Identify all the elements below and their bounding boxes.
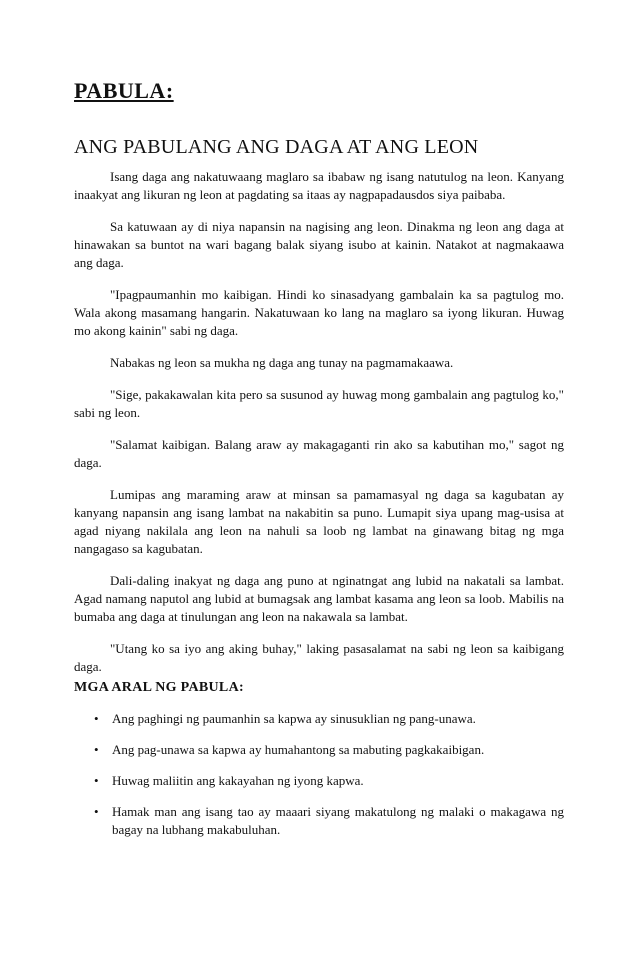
lesson-item [74,710,564,728]
bullet-icon: • [94,711,99,726]
lesson-text: Ang pag-unawa sa kapwa ay humahantong sa mabuting pagkakaibigan. [112,742,485,757]
story-paragraph: "Ipagpaumanhin mo kaibigan. Hindi ko sinasadyang gambalain ka sa pagtulog mo. Wala akong masamang hangarin. Nakatuwaan ko lang na maglaro sa iyong likuran. Huwag mo akong kainin" sabi ng daga. [74,287,564,338]
story-paragraph: "Utang ko sa iyo ang aking buhay," laking pasasalamat na sabi ng leon sa kaibigang daga. [74,641,564,674]
story-paragraph: Lumipas ang maraming araw at minsan sa pamamasyal ng daga sa kagubatan ay kanyang napansin ang isang lambat na nakabitin sa puno. Lumapit siya upang mag-usisa at agad niyang nakilala ang leon na nahuli sa loob ng lambat na ginawang bitag ng mga nangagaso sa kagubatan. [74,487,564,556]
story-paragraph: "Salamat kaibigan. Balang araw ay makagaganti rin ako sa kabutihan mo," sagot ng daga. [74,437,564,470]
lesson-item [74,803,564,839]
story-paragraph: Nabakas ng leon sa mukha ng daga ang tunay na pagmamakaawa. [110,355,454,370]
lesson-text: Ang paghingi ng paumanhin sa kapwa ay sinusuklian ng pang-unawa. [112,711,476,726]
lesson-item [74,772,564,790]
lessons-heading: MGA ARAL NG PABULA: [74,680,244,695]
lessons-list [74,710,564,852]
bullet-icon: • [94,742,99,757]
lesson-item [74,741,564,759]
story-paragraph: Dali-daling inakyat ng daga ang puno at nginatngat ang lubid na nakatali sa lambat. Agad namang naputol ang lubid at bumagsak ang lambat kasama ang leon sa loob. Mabilis na bumaba ang daga at tinulungan ang leon na nakawala sa lambat. [74,573,564,624]
story-paragraph: "Sige, pakakawalan kita pero sa susunod ay huwag mong gambalain ang pagtulog ko," sabi ng leon. [74,387,564,420]
lesson-text: Huwag maliitin ang kakayahan ng iyong kapwa. [112,773,364,788]
story-paragraph: Sa katuwaan ay di niya napansin na nagising ang leon. Dinakma ng leon ang daga at hinawakan sa buntot na wari bagang balak siyang isubo at kainin. Natakot at nagmakaawa ang daga. [74,219,564,270]
lesson-text: Hamak man ang isang tao ay maaari siyang makatulong ng malaki o makagawa ng bagay na lubhang makabuluhan. [112,804,564,837]
bullet-icon: • [94,773,99,788]
story-paragraph: Isang daga ang nakatuwaang maglaro sa ibabaw ng isang natutulog na leon. Kanyang inaakyat ang likuran ng leon at pagdating sa itaas ay nagpapadausdos siya paibaba. [74,169,564,202]
bullet-icon: • [94,804,99,819]
story-body [74,168,564,690]
fable-title: ANG PABULANG ANG DAGA AT ANG LEON [74,136,479,158]
section-heading: PABULA: [74,78,174,103]
